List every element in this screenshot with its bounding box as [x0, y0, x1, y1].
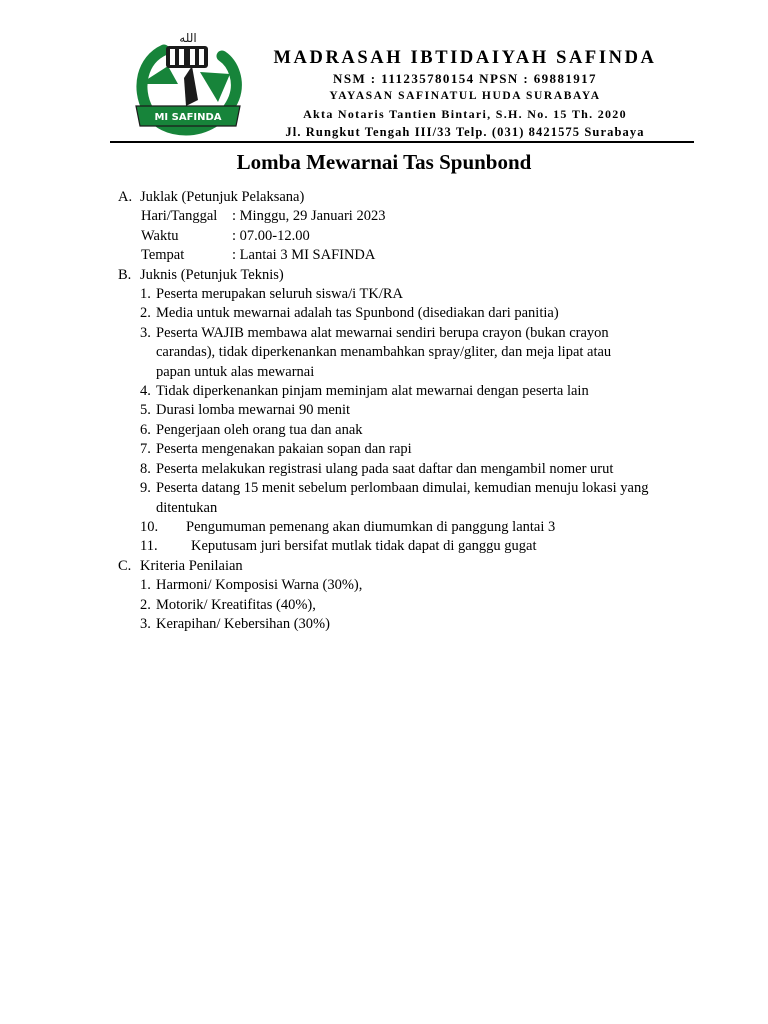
info-row-place — [118, 246, 678, 265]
school-logo — [134, 26, 242, 136]
rule-item — [118, 285, 678, 304]
item-number: 8. — [140, 460, 151, 477]
section-a-heading — [118, 188, 678, 207]
item-number: 2. — [140, 596, 151, 613]
item-number: 4. — [140, 383, 151, 400]
item-text: Kerapihan/ Kebersihan (30%) — [156, 615, 330, 632]
rule-item — [118, 440, 678, 459]
notary-deed: Akta Notaris Tantien Bintari, S.H. No. 15 Th. 2020 — [303, 107, 627, 121]
info-value: : 07.00-12.00 — [232, 227, 310, 244]
rule-item — [118, 460, 678, 479]
item-text: Peserta mengenakan pakaian sopan dan rapi — [156, 441, 412, 458]
criteria-item — [118, 615, 678, 634]
section-title: Kriteria Penilaian — [140, 557, 243, 574]
info-row-date — [118, 207, 678, 226]
document-body — [118, 188, 678, 634]
logo-leaf-right — [200, 72, 230, 102]
section-marker: B. — [118, 266, 132, 283]
section-b-heading — [118, 266, 678, 285]
info-label: Waktu — [141, 227, 179, 244]
rule-item — [118, 518, 678, 537]
info-value: : Minggu, 29 Januari 2023 — [232, 208, 386, 225]
item-text: Pengumuman pemenang akan diumumkan di panggung lantai 3 — [186, 518, 556, 535]
item-text: Media untuk mewarnai adalah tas Spunbond (disediakan dari panitia) — [156, 305, 559, 322]
section-title: Juklak (Petunjuk Pelaksana) — [140, 189, 305, 205]
rule-item — [118, 382, 678, 401]
info-label: Tempat — [141, 247, 185, 264]
rule-item — [118, 537, 678, 556]
item-text: Durasi lomba mewarnai 90 menit — [156, 402, 351, 419]
item-text: Pengerjaan oleh orang tua dan anak — [156, 421, 363, 438]
foundation-name: YAYASAN SAFINATUL HUDA SURABAYA — [329, 90, 601, 102]
item-text: Tidak diperkenankan pinjam meminjam alat mewarnai dengan peserta lain — [156, 383, 589, 400]
item-text: Keputusam juri bersifat mutlak tidak dapat di ganggu gugat — [191, 538, 537, 555]
rule-item — [118, 324, 678, 382]
nsm-npsn: NSM : 111235780154 NPSN : 69881917 — [333, 71, 597, 86]
document-title: Lomba Mewarnai Tas Spunbond — [236, 150, 532, 174]
info-label: Hari/Tanggal — [141, 208, 218, 225]
item-number: 5. — [140, 402, 151, 419]
item-number: 3. — [140, 615, 151, 632]
item-number: 1. — [140, 577, 151, 594]
item-number: 6. — [140, 421, 151, 438]
logo-mark-center — [184, 66, 198, 106]
item-text: Peserta WAJIB membawa alat mewarnai sendiri berupa crayon (bukan crayon carandas), tidak diperkenankan menambahkan spray/gliter, dan meja lipat atau papan untuk alas mewarnai — [156, 324, 612, 380]
rule-item — [118, 479, 678, 518]
item-text: Motorik/ Kreatifitas (40%), — [156, 596, 316, 613]
section-marker: C. — [118, 557, 132, 574]
item-text: Peserta melakukan registrasi ulang pada saat daftar dan mengambil nomer urut — [156, 460, 614, 477]
item-number: 10. — [140, 518, 159, 535]
rule-item — [118, 421, 678, 440]
item-text: Harmoni/ Komposisi Warna (30%), — [156, 577, 363, 594]
section-title: Juknis (Petunjuk Teknis) — [140, 266, 284, 283]
item-number: 2. — [140, 305, 151, 322]
logo-text: MI SAFINDA — [154, 112, 222, 123]
item-number: 3. — [140, 324, 151, 341]
section-c-heading — [118, 557, 678, 576]
info-row-time — [118, 227, 678, 246]
item-number: 11. — [140, 538, 158, 555]
item-number: 7. — [140, 441, 151, 458]
school-name: MADRASAH IBTIDAIYAH SAFINDA — [273, 48, 657, 68]
section-marker: A. — [118, 189, 133, 205]
school-address: Jl. Rungkut Tengah III/33 Telp. (031) 8421575 Surabaya — [285, 125, 645, 139]
logo-calligraphy: الله — [179, 31, 197, 45]
rule-item — [118, 401, 678, 420]
header-divider — [110, 141, 694, 143]
criteria-item — [118, 596, 678, 615]
criteria-item — [118, 576, 678, 595]
item-text: Peserta datang 15 menit sebelum perlombaan dimulai, kemudian menuju lokasi yang ditentukan — [156, 480, 649, 516]
info-value: : Lantai 3 MI SAFINDA — [232, 247, 376, 264]
logo-book — [166, 46, 208, 68]
item-number: 1. — [140, 286, 151, 303]
item-text: Peserta merupakan seluruh siswa/i TK/RA — [156, 286, 403, 303]
letterhead — [250, 46, 680, 141]
logo-ribbon — [136, 106, 240, 126]
item-number: 9. — [140, 480, 151, 497]
rule-item — [118, 304, 678, 323]
